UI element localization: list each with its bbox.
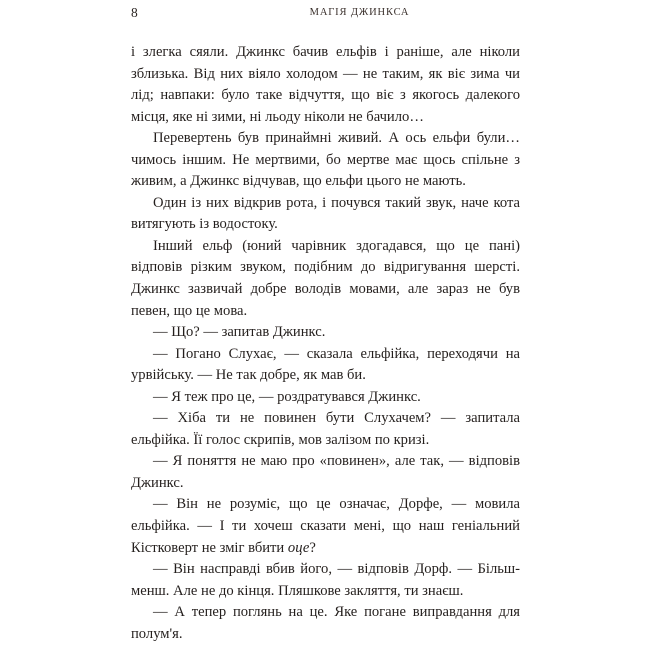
paragraph: — Я теж про це, — роздратувався Джинкс. [153,388,421,405]
page-number: 8 [131,5,138,21]
paragraph: і злегка сяяли. Джинкс бачив ельфів і раніше, але ніколи зблизька. Від них віяло холодом — не таким, як віє зима чи лід; навпаки: було таке відчуття, що віє з якогось далекого місця, яке ні зими, ні льоду ніколи не бачило… [131,44,520,125]
running-head-title: МАГІЯ ДЖИНКСА [309,6,410,18]
paragraph: — Хіба ти не повинен бути Слухачем? — запитала ельфійка. Її голос скрипів, мов залізом по кризі. [131,410,520,448]
paragraph: Один із них відкрив рота, і почувся такий звук, наче кота витягують із водостоку. [131,194,520,233]
paragraph: — Він не розуміє, що це означає, Дорфе, — мовила ельфійка. — І ти хочеш сказати мені, що наш геніальний Кістковерт не зміг вбити оце? [131,496,520,556]
paragraph: Перевертень був принаймні живий. А ось ельфи були… чимось іншим. Не мертвими, бо мертве має щось спільне з живим, а Джинкс відчував, що ельфи цього не мають. [131,130,520,190]
paragraph: — Я поняття не маю про «повинен», але так, — відповів Джинкс. [131,453,520,491]
paragraph: Інший ельф (юний чарівник здогадався, що це пані) відповів різким звуком, подібним до відригування шерсті. Джинкс зазвичай добре володів мовами, але зараз не був певен, що це мова. [131,237,520,319]
running-header [131,0,520,26]
paragraph: — Він насправді вбив його, — відповів Дорф. — Більш-менш. Але не до кінця. Пляшкове закляття, ти знаєш. [131,561,520,599]
paragraph: — А тепер поглянь на це. Яке погане виправдання для полум'я. [131,604,520,642]
paragraph: — Що? — запитав Джинкс. [153,324,326,341]
paragraph: — Погано Слухає, — сказала ельфійка, переходячи на урвійську. — Не так добре, як мав би. [131,345,520,384]
text-block [131,42,520,645]
